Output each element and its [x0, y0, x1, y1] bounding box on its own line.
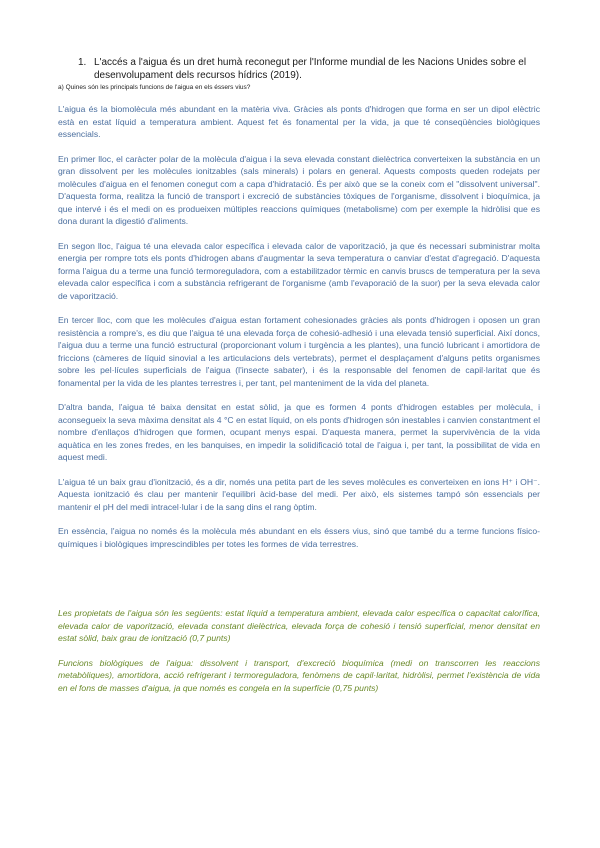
- answer-paragraph: En segon lloc, l'aigua té una elevada calor específica i elevada calor de vaporització, ja que és necessari subministrar molta energia per rompre tots els ponts d'hidrogen abans d'augmentar la seva temperatura o canviar d'estat d'agregació. D'aquesta forma l'aigua du a terme una funció termoreguladora, com a estabilitzador tèrmic en canvis bruscs de temperatura per la seva elevada calor específica i com a substància refrigerant de l'organisme (amb l'evaporació de la suor) per la seva elevada calor de vaporització.: [58, 240, 540, 301]
- answer-paragraph: L'aigua té un baix grau d'ionització, és a dir, només una petita part de les seves molècules es converteixen en ions H⁺ i OH⁻. Aquesta ionització és clau per mantenir l'equilibri àcid-base del medi. Per això, els sistemes tampó són essencials per mantenir el pH del medi intracel·lular i de la sang dins el rang òptim.: [58, 476, 540, 512]
- question-number: 1.: [78, 57, 87, 68]
- answer-paragraph: L'aigua és la biomolècula més abundant en la matèria viva. Gràcies als ponts d'hidrogen que forma en ser un dipol elèctric està en estat líquid a temperatura ambient. Aquest fet és fonamental per la vida, ja que té conseqüències biològiques essencials.: [58, 104, 540, 139]
- question-item: [78, 56, 538, 82]
- grading-summary: [58, 607, 540, 706]
- answer-paragraph: En essència, l'aigua no només és la molècula més abundant en els éssers vius, sinó que també du a terme funcions físico-químiques i biològiques imprescindibles per totes les formes de vida terrestres.: [58, 526, 540, 549]
- summary-paragraph: Funcions biològiques de l'aigua: dissolvent i transport, d'excreció bioquímica (medi on transcorren les reaccions metabòliques), amortidora, acció refrigerant i termoreguladora, fenòmens de capil·laritat, hidròlisi, permet l'existència de vida en el fons de masses d'aigua, ja que només es congela en la superfície (0,75 punts): [58, 657, 540, 693]
- summary-paragraph: Les propietats de l'aigua són les següents: estat líquid a temperatura ambient, elevada calor específica o capacitat calorífica, elevada calor de vaporització, elevada constant dielèctrica, elevada força de cohesió i tensió superficial, menor densitat en estat sòlid, baix grau de ionització (0,7 punts): [58, 608, 540, 643]
- answer-paragraph: En tercer lloc, com que les molècules d'aigua estan fortament cohesionades gràcies als ponts d'hidrogen i oposen un gran resistència a rompre's, es diu que l'aigua té una elevada força de cohesió-adhesió i una elevada tensió superficial. Així doncs, l'aigua duu a terme una funció estructural (proporcionant volum i turgència a les plantes), una funció lubricant i amortidora de friccions (càmeres de líquid sinovial a les articulacions dels vertebrats), permet el desplaçament d'alguns petits organismes sobre les pel·lícules superficials de l'aigua (l'insecte sabater), i és la responsable del fenomen de capil·laritat que és fonamental per la vida de les plantes terrestres i, per tant, pel manteniment de la vida del planeta.: [58, 315, 540, 388]
- answer-paragraph: D'altra banda, l'aigua té baixa densitat en estat sòlid, ja que es formen 4 ponts d'hidrogen estables per molècula, i aconsegueix la seva màxima densitat als 4 °C en estat líquid, on els ponts d'hidrogen són inestables i canvien constantment el nombre d'enllaços d'hidrogen que formen, ocupant menys espai. D'aquesta manera, permet la supervivència de la vida aquàtica en les zones fredes, en les banquises, en impedir la solidificació total de l'aigua i, per tant, la possibilitat de vida en aquest medi.: [58, 402, 540, 462]
- question-text: L'accés a l'aigua és un dret humà reconegut per l'Informe mundial de les Nacions Unides sobre el desenvolupament dels recursos hídrics (2019).: [94, 57, 527, 81]
- sub-question: a) Quines són les principals funcions de l'aigua en els éssers vius?: [58, 84, 251, 91]
- answer-paragraph: En primer lloc, el caràcter polar de la molècula d'aigua i la seva elevada constant dielèctrica converteixen la substància en un gran dissolvent per les molècules ionitzables (sals minerals) i polars en general. Aquests composts queden rodejats per molècules d'aigua en el fenomen conegut com a capa d'hidratació. És per això que se la coneix com el "dissolvent universal". D'aquesta forma, realitza la funció de transport i excreció de substàncies tòxiques de l'organisme, dissolvent i bioquímica, ja que intervé i és el medi on es produeixen múltiples reaccions químiques (metabolisme) com per exemple la hidròlisi que es dona durant la digestió d'aliments.: [58, 153, 540, 226]
- answer-text: [58, 103, 540, 562]
